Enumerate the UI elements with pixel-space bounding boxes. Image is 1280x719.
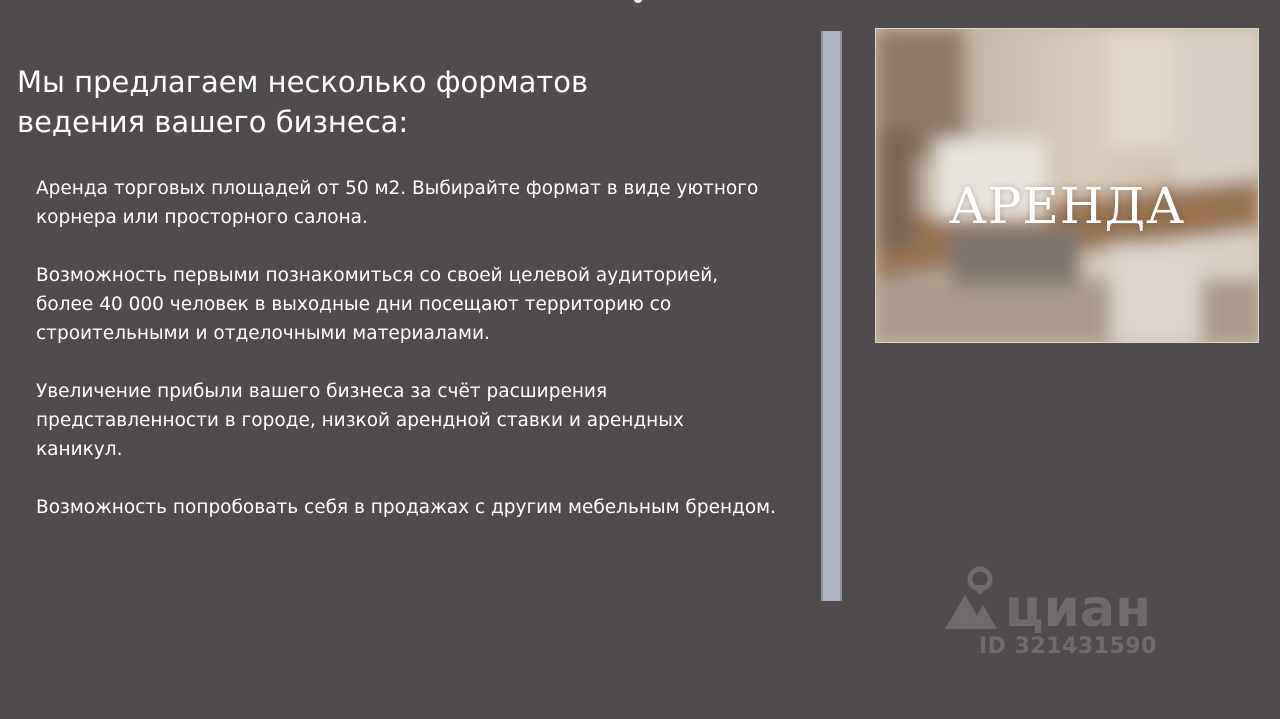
watermark-listing-id: ID 321431590 <box>979 634 1157 659</box>
location-pin-icon <box>943 565 1003 635</box>
heading-line-1: Мы предлагаем несколько форматов <box>17 65 589 99</box>
slide-heading <box>17 62 737 142</box>
vertical-divider <box>821 31 842 601</box>
watermark-brand: циан <box>1005 579 1151 639</box>
offer-paragraph-profit: Увеличение прибыли вашего бизнеса за счёт расширения представленности в городе, низкой арендной ставки и арендных каникул. <box>36 381 684 460</box>
offer-list <box>36 174 776 551</box>
offer-paragraph-brand: Возможность попробовать себя в продажах с другим мебельным брендом. <box>36 497 776 518</box>
rent-photo <box>875 28 1259 343</box>
offer-paragraph-rent: Аренда торговых площадей от 50 м2. Выбирайте формат в виде уютного корнера или просторного салона. <box>36 178 759 228</box>
heading-line-2: ведения вашего бизнеса: <box>17 105 409 139</box>
cian-watermark <box>943 565 1183 665</box>
top-dot <box>634 0 642 3</box>
offer-paragraph-audience: Возможность первыми познакомиться со своей целевой аудиторией, более 40 000 человек в выходные дни посещают территорию со строительными и отделочными материалами. <box>36 265 719 344</box>
photo-title: АРЕНДА <box>948 177 1186 235</box>
